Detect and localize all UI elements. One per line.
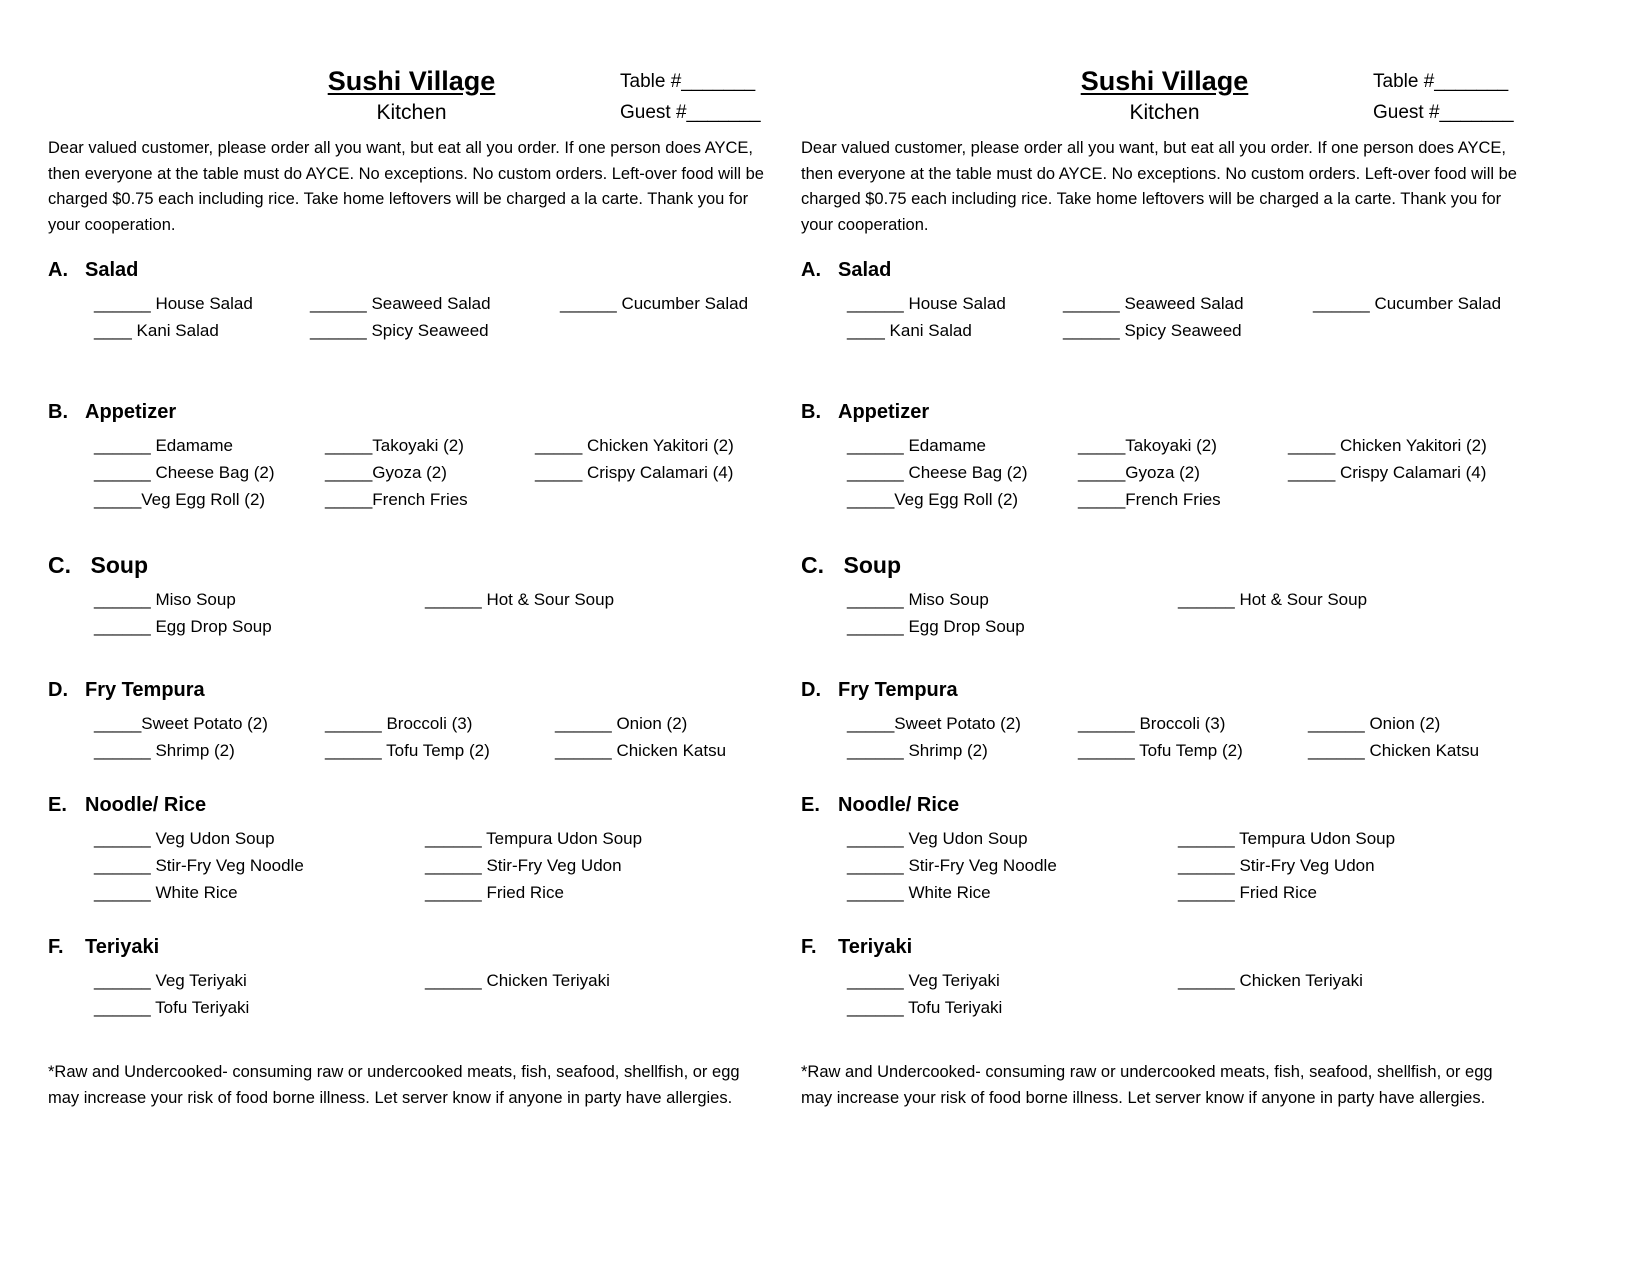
- menu-item: ______ House Salad: [847, 294, 1006, 313]
- menu-subtitle-kitchen: Kitchen: [1129, 101, 1200, 124]
- menu-item: _____Gyoza (2): [1078, 463, 1200, 482]
- section-heading: [801, 400, 1528, 425]
- menu-item: ______ Stir-Fry Veg Udon: [425, 856, 622, 875]
- section-heading: [48, 793, 775, 818]
- sheet-header: [801, 64, 1528, 128]
- table-guest-block: [1373, 66, 1514, 128]
- section-heading: [801, 551, 1528, 579]
- menu-item: ______ Edamame: [94, 436, 233, 455]
- section-letter: C.: [48, 552, 71, 578]
- section-name: Appetizer: [838, 401, 930, 423]
- menu-item: ______ Hot & Sour Soup: [1178, 590, 1368, 609]
- menu-item: ______ Shrimp (2): [94, 741, 235, 760]
- section-letter: D.: [48, 679, 68, 701]
- guest-number-field: Guest #_______: [620, 102, 761, 123]
- menu-section-c: [48, 551, 775, 640]
- menu-sheet-right: [801, 64, 1528, 1111]
- menu-item-empty: [1313, 317, 1528, 344]
- menu-item-empty: [1178, 613, 1528, 640]
- section-heading: [801, 935, 1528, 960]
- menu-sections: [801, 258, 1528, 1021]
- menu-item: ______ Egg Drop Soup: [94, 617, 272, 636]
- menu-item-empty: [535, 486, 775, 513]
- menu-section-f: [801, 935, 1528, 1021]
- section-heading: [48, 551, 775, 579]
- menu-item: ______ House Salad: [94, 294, 253, 313]
- section-name: Noodle/ Rice: [85, 794, 207, 816]
- section-letter: A.: [801, 259, 821, 281]
- section-items: [847, 586, 1528, 640]
- sheet-header: [48, 64, 775, 128]
- menu-item: ______ Seaweed Salad: [1063, 294, 1244, 313]
- menu-section-d: [48, 678, 775, 764]
- menu-section-c: [801, 551, 1528, 640]
- menu-item: ______ Onion (2): [555, 714, 688, 733]
- section-items: [847, 825, 1528, 906]
- menu-item: ______ Broccoli (3): [1078, 714, 1226, 733]
- menu-item-empty: [560, 317, 775, 344]
- section-name: Noodle/ Rice: [838, 794, 960, 816]
- menu-section-e: [801, 793, 1528, 906]
- menu-item: ______ Spicy Seaweed: [310, 321, 489, 340]
- menu-section-b: [801, 400, 1528, 513]
- menu-item: _____Takoyaki (2): [1078, 436, 1217, 455]
- menu-item: ______ Cheese Bag (2): [94, 463, 275, 482]
- menu-item: ____ Kani Salad: [94, 321, 219, 340]
- menu-item: _____French Fries: [1078, 490, 1221, 509]
- menu-item: ______ White Rice: [847, 883, 991, 902]
- menu-item: ______ Stir-Fry Veg Noodle: [847, 856, 1057, 875]
- table-guest-block: [620, 66, 761, 128]
- menu-item: _____Sweet Potato (2): [94, 714, 268, 733]
- section-name: Salad: [838, 259, 892, 281]
- section-name: Soup: [90, 552, 149, 578]
- menu-item-empty: [1178, 994, 1528, 1021]
- section-items: [847, 290, 1528, 344]
- table-number-field: Table #_______: [1373, 71, 1509, 92]
- menu-item: ______ Shrimp (2): [847, 741, 988, 760]
- menu-item: ______ Stir-Fry Veg Udon: [1178, 856, 1375, 875]
- menu-subtitle-kitchen: Kitchen: [376, 101, 447, 124]
- menu-item: ______ Spicy Seaweed: [1063, 321, 1242, 340]
- menu-item: ______ Chicken Katsu: [1308, 741, 1480, 760]
- section-items: [94, 710, 775, 764]
- menu-item-empty: [425, 613, 775, 640]
- section-name: Soup: [843, 552, 902, 578]
- section-name: Fry Tempura: [838, 679, 958, 701]
- section-letter: F.: [801, 936, 817, 958]
- menu-section-e: [48, 793, 775, 906]
- menu-item: ______ Edamame: [847, 436, 986, 455]
- menu-item: ______ Miso Soup: [847, 590, 989, 609]
- menu-item: ______ Veg Udon Soup: [847, 829, 1028, 848]
- menu-item: _____Veg Egg Roll (2): [94, 490, 266, 509]
- section-items: [94, 825, 775, 906]
- menu-item: ______ Onion (2): [1308, 714, 1441, 733]
- menu-item: _____Takoyaki (2): [325, 436, 464, 455]
- menu-item: ______ Veg Udon Soup: [94, 829, 275, 848]
- section-heading: [801, 678, 1528, 703]
- menu-item: ______ Tofu Temp (2): [1078, 741, 1243, 760]
- menu-item: ______ Tofu Teriyaki: [94, 998, 250, 1017]
- menu-item: _____ Crispy Calamari (4): [535, 463, 734, 482]
- restaurant-name: Sushi Village: [327, 66, 496, 96]
- menu-item: ______ Cucumber Salad: [1313, 294, 1502, 313]
- menu-item: ______ Egg Drop Soup: [847, 617, 1025, 636]
- menu-item: ______ Tofu Teriyaki: [847, 998, 1003, 1017]
- menu-item: ______ Cheese Bag (2): [847, 463, 1028, 482]
- section-items: [847, 967, 1528, 1021]
- menu-section-a: [801, 258, 1528, 344]
- menu-item: _____Gyoza (2): [325, 463, 447, 482]
- table-number-field: Table #_______: [620, 71, 756, 92]
- menu-item: ______ Chicken Teriyaki: [1178, 971, 1363, 990]
- menu-item: ____ Kani Salad: [847, 321, 972, 340]
- menu-item: ______ Fried Rice: [1178, 883, 1317, 902]
- section-letter: C.: [801, 552, 824, 578]
- menu-item: _____ Crispy Calamari (4): [1288, 463, 1487, 482]
- section-items: [94, 967, 775, 1021]
- menu-item: ______ Hot & Sour Soup: [425, 590, 615, 609]
- menu-section-a: [48, 258, 775, 344]
- menu-item: ______ Veg Teriyaki: [94, 971, 247, 990]
- section-letter: D.: [801, 679, 821, 701]
- raw-undercooked-disclaimer: *Raw and Undercooked- consuming raw or undercooked meats, fish, seafood, shellfish, or egg may increase your risk of food borne illness. Let server know if anyone in party have allergies.: [801, 1063, 1493, 1107]
- section-heading: [48, 678, 775, 703]
- menu-item: ______ Fried Rice: [425, 883, 564, 902]
- menu-item: _____Veg Egg Roll (2): [847, 490, 1019, 509]
- section-items: [847, 710, 1528, 764]
- section-heading: [48, 258, 775, 283]
- menu-item: ______ Miso Soup: [94, 590, 236, 609]
- section-name: Fry Tempura: [85, 679, 205, 701]
- section-letter: B.: [48, 401, 68, 423]
- menu-item: ______ Chicken Katsu: [555, 741, 727, 760]
- menu-item: _____French Fries: [325, 490, 468, 509]
- menu-item: _____Sweet Potato (2): [847, 714, 1021, 733]
- section-heading: [801, 793, 1528, 818]
- section-letter: A.: [48, 259, 68, 281]
- menu-item: ______ Cucumber Salad: [560, 294, 749, 313]
- menu-item: ______ White Rice: [94, 883, 238, 902]
- section-heading: [48, 400, 775, 425]
- menu-item: ______ Seaweed Salad: [310, 294, 491, 313]
- menu-item-empty: [1288, 486, 1528, 513]
- section-letter: F.: [48, 936, 64, 958]
- menu-item-empty: [425, 994, 775, 1021]
- section-name: Salad: [85, 259, 139, 281]
- section-letter: B.: [801, 401, 821, 423]
- section-heading: [801, 258, 1528, 283]
- section-items: [94, 586, 775, 640]
- menu-section-b: [48, 400, 775, 513]
- guest-number-field: Guest #_______: [1373, 102, 1514, 123]
- section-items: [847, 432, 1528, 513]
- menu-item: ______ Broccoli (3): [325, 714, 473, 733]
- ayce-policy-text: Dear valued customer, please order all you want, but eat all you order. If one person does AYCE, then everyone at the table must do AYCE. No exceptions. No custom orders. Left-over food will be charged $0.75 each including rice. Take home leftovers will be charged a la carte. Thank you for your cooperation.: [801, 139, 1517, 234]
- section-letter: E.: [48, 794, 67, 816]
- menu-section-f: [48, 935, 775, 1021]
- ayce-policy-text: Dear valued customer, please order all you want, but eat all you order. If one person does AYCE, then everyone at the table must do AYCE. No exceptions. No custom orders. Left-over food will be charged $0.75 each including rice. Take home leftovers will be charged a la carte. Thank you for your cooperation.: [48, 139, 764, 234]
- section-letter: E.: [801, 794, 820, 816]
- section-name: Teriyaki: [838, 936, 913, 958]
- menu-sections: [48, 258, 775, 1021]
- menu-item: ______ Tofu Temp (2): [325, 741, 490, 760]
- menu-sheet-left: [48, 64, 775, 1111]
- section-items: [94, 290, 775, 344]
- section-heading: [48, 935, 775, 960]
- menu-item: ______ Tempura Udon Soup: [1178, 829, 1396, 848]
- menu-item: _____ Chicken Yakitori (2): [1288, 436, 1487, 455]
- section-name: Appetizer: [85, 401, 177, 423]
- menu-item: ______ Veg Teriyaki: [847, 971, 1000, 990]
- menu-item: ______ Tempura Udon Soup: [425, 829, 643, 848]
- section-items: [94, 432, 775, 513]
- section-name: Teriyaki: [85, 936, 160, 958]
- menu-section-d: [801, 678, 1528, 764]
- menu-item: ______ Chicken Teriyaki: [425, 971, 610, 990]
- menu-item: ______ Stir-Fry Veg Noodle: [94, 856, 304, 875]
- menu-item: _____ Chicken Yakitori (2): [535, 436, 734, 455]
- restaurant-name: Sushi Village: [1080, 66, 1249, 96]
- raw-undercooked-disclaimer: *Raw and Undercooked- consuming raw or undercooked meats, fish, seafood, shellfish, or egg may increase your risk of food borne illness. Let server know if anyone in party have allergies.: [48, 1063, 740, 1107]
